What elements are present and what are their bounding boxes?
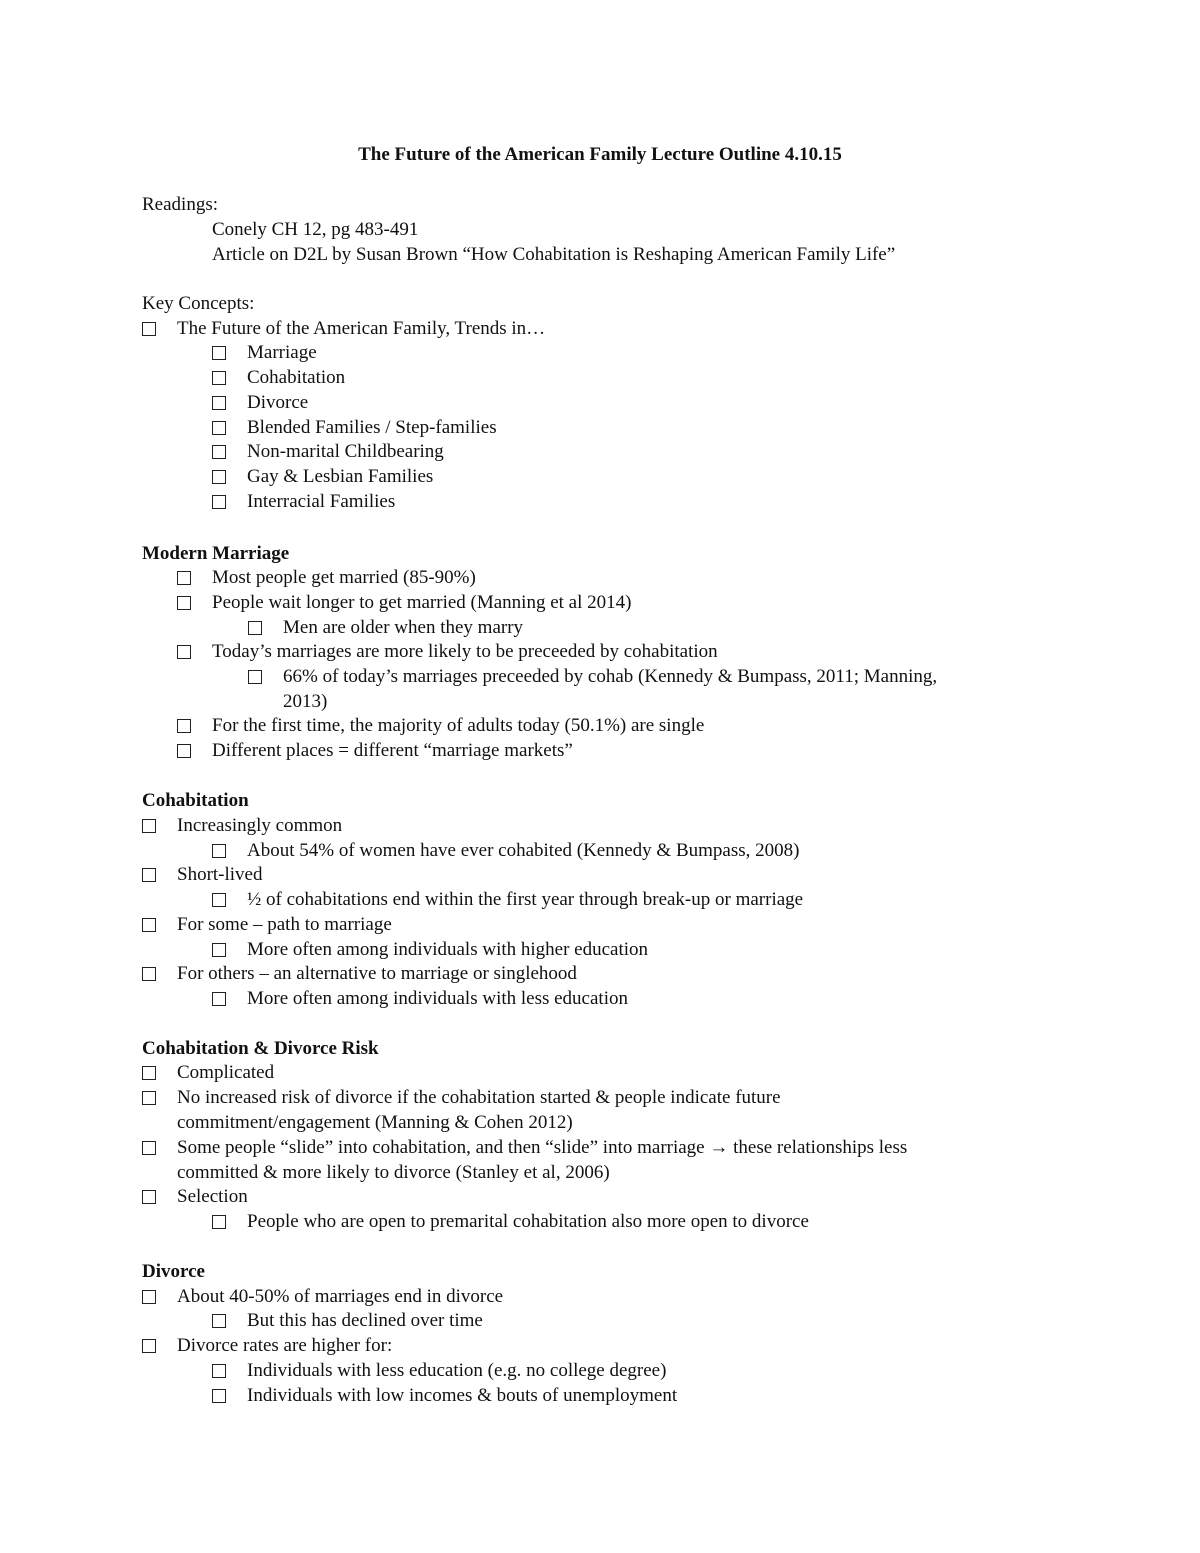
bullet-icon xyxy=(142,1190,156,1204)
bullet-icon xyxy=(212,470,226,484)
bullet-icon xyxy=(142,322,156,336)
bullet-icon xyxy=(212,1389,226,1403)
bullet-icon xyxy=(212,943,226,957)
reading-item: Article on D2L by Susan Brown “How Cohabitation is Reshaping American Family Life” xyxy=(212,244,896,265)
bullet-icon xyxy=(212,346,226,360)
bullet-icon xyxy=(212,396,226,410)
key-concepts-label: Key Concepts: xyxy=(142,293,255,314)
trend-item: Cohabitation xyxy=(247,367,346,388)
list-subitem: 66% of today’s marriages preceeded by cohab (Kennedy & Bumpass, 2011; Manning, xyxy=(283,666,938,687)
bullet-icon xyxy=(212,992,226,1006)
bullet-icon xyxy=(212,371,226,385)
list-subitem: Individuals with low incomes & bouts of unemployment xyxy=(247,1385,678,1406)
bullet-icon xyxy=(142,868,156,882)
bullet-icon xyxy=(248,621,262,635)
trend-item: Non-marital Childbearing xyxy=(247,441,444,462)
list-item: For some – path to marriage xyxy=(177,914,392,935)
list-subitem: About 54% of women have ever cohabited (Kennedy & Bumpass, 2008) xyxy=(247,840,800,861)
bullet-icon xyxy=(142,1290,156,1304)
list-subitem: People who are open to premarital cohabitation also more open to divorce xyxy=(247,1211,809,1232)
list-item: Increasingly common xyxy=(177,815,343,836)
list-subitem: But this has declined over time xyxy=(247,1310,483,1331)
list-item-text: these relationships less xyxy=(733,1137,908,1158)
bullet-icon xyxy=(142,967,156,981)
bullet-icon xyxy=(177,744,191,758)
list-subitem: More often among individuals with higher education xyxy=(247,939,649,960)
bullet-icon xyxy=(177,645,191,659)
list-item: Selection xyxy=(177,1186,248,1207)
list-item-continuation: commitment/engagement (Manning & Cohen 2012) xyxy=(177,1112,573,1133)
bullet-icon xyxy=(142,1091,156,1105)
bullet-icon xyxy=(177,596,191,610)
trend-item: Marriage xyxy=(247,342,317,363)
list-item: People wait longer to get married (Manning et al 2014) xyxy=(212,592,632,613)
list-item-text: Some people “slide” into cohabitation, and then “slide” into marriage xyxy=(177,1137,705,1158)
list-item: Short-lived xyxy=(177,864,263,885)
bullet-icon xyxy=(212,893,226,907)
bullet-icon xyxy=(212,445,226,459)
bullet-icon xyxy=(212,844,226,858)
bullet-icon xyxy=(212,421,226,435)
page-title: The Future of the American Family Lecture Outline 4.10.15 xyxy=(358,144,842,165)
list-item: Complicated xyxy=(177,1062,275,1083)
list-item: Most people get married (85-90%) xyxy=(212,567,476,588)
list-subitem-continuation: 2013) xyxy=(283,691,328,712)
bullet-icon xyxy=(177,571,191,585)
bullet-icon xyxy=(212,495,226,509)
bullet-icon xyxy=(142,1066,156,1080)
section-heading-divorce: Divorce xyxy=(142,1261,205,1282)
list-item: Divorce rates are higher for: xyxy=(177,1335,393,1356)
bullet-icon xyxy=(212,1215,226,1229)
bullet-icon xyxy=(142,918,156,932)
reading-item: Conely CH 12, pg 483-491 xyxy=(212,219,419,240)
bullet-icon xyxy=(142,819,156,833)
section-heading-modern-marriage: Modern Marriage xyxy=(142,543,290,564)
list-item-continuation: committed & more likely to divorce (Stanley et al, 2006) xyxy=(177,1162,610,1183)
list-item: About 40-50% of marriages end in divorce xyxy=(177,1286,504,1307)
bullet-icon xyxy=(142,1141,156,1155)
list-item: Today’s marriages are more likely to be preceeded by cohabitation xyxy=(212,641,718,662)
list-item: Different places = different “marriage markets” xyxy=(212,740,573,761)
trend-item: Gay & Lesbian Families xyxy=(247,466,434,487)
list-subitem: Individuals with less education (e.g. no college degree) xyxy=(247,1360,667,1381)
bullet-icon xyxy=(248,670,262,684)
bullet-icon xyxy=(212,1364,226,1378)
section-heading-cohabitation: Cohabitation xyxy=(142,790,249,811)
key-concepts-main: The Future of the American Family, Trends in… xyxy=(177,318,546,339)
right-arrow-icon: → xyxy=(709,1137,729,1158)
readings-label: Readings: xyxy=(142,194,218,215)
list-item: No increased risk of divorce if the cohabitation started & people indicate future xyxy=(177,1087,781,1108)
bullet-icon xyxy=(212,1314,226,1328)
list-subitem: More often among individuals with less education xyxy=(247,988,628,1009)
bullet-icon xyxy=(177,719,191,733)
list-item: For the first time, the majority of adults today (50.1%) are single xyxy=(212,715,705,736)
trend-item: Divorce xyxy=(247,392,309,413)
section-heading-cohabitation-divorce-risk: Cohabitation & Divorce Risk xyxy=(142,1038,379,1059)
list-subitem: ½ of cohabitations end within the first year through break-up or marriage xyxy=(247,889,804,910)
list-item xyxy=(177,1136,907,1160)
bullet-icon xyxy=(142,1339,156,1353)
list-item: For others – an alternative to marriage or singlehood xyxy=(177,963,577,984)
list-subitem: Men are older when they marry xyxy=(283,617,524,638)
trend-item: Blended Families / Step-families xyxy=(247,417,497,438)
trend-item: Interracial Families xyxy=(247,491,396,512)
